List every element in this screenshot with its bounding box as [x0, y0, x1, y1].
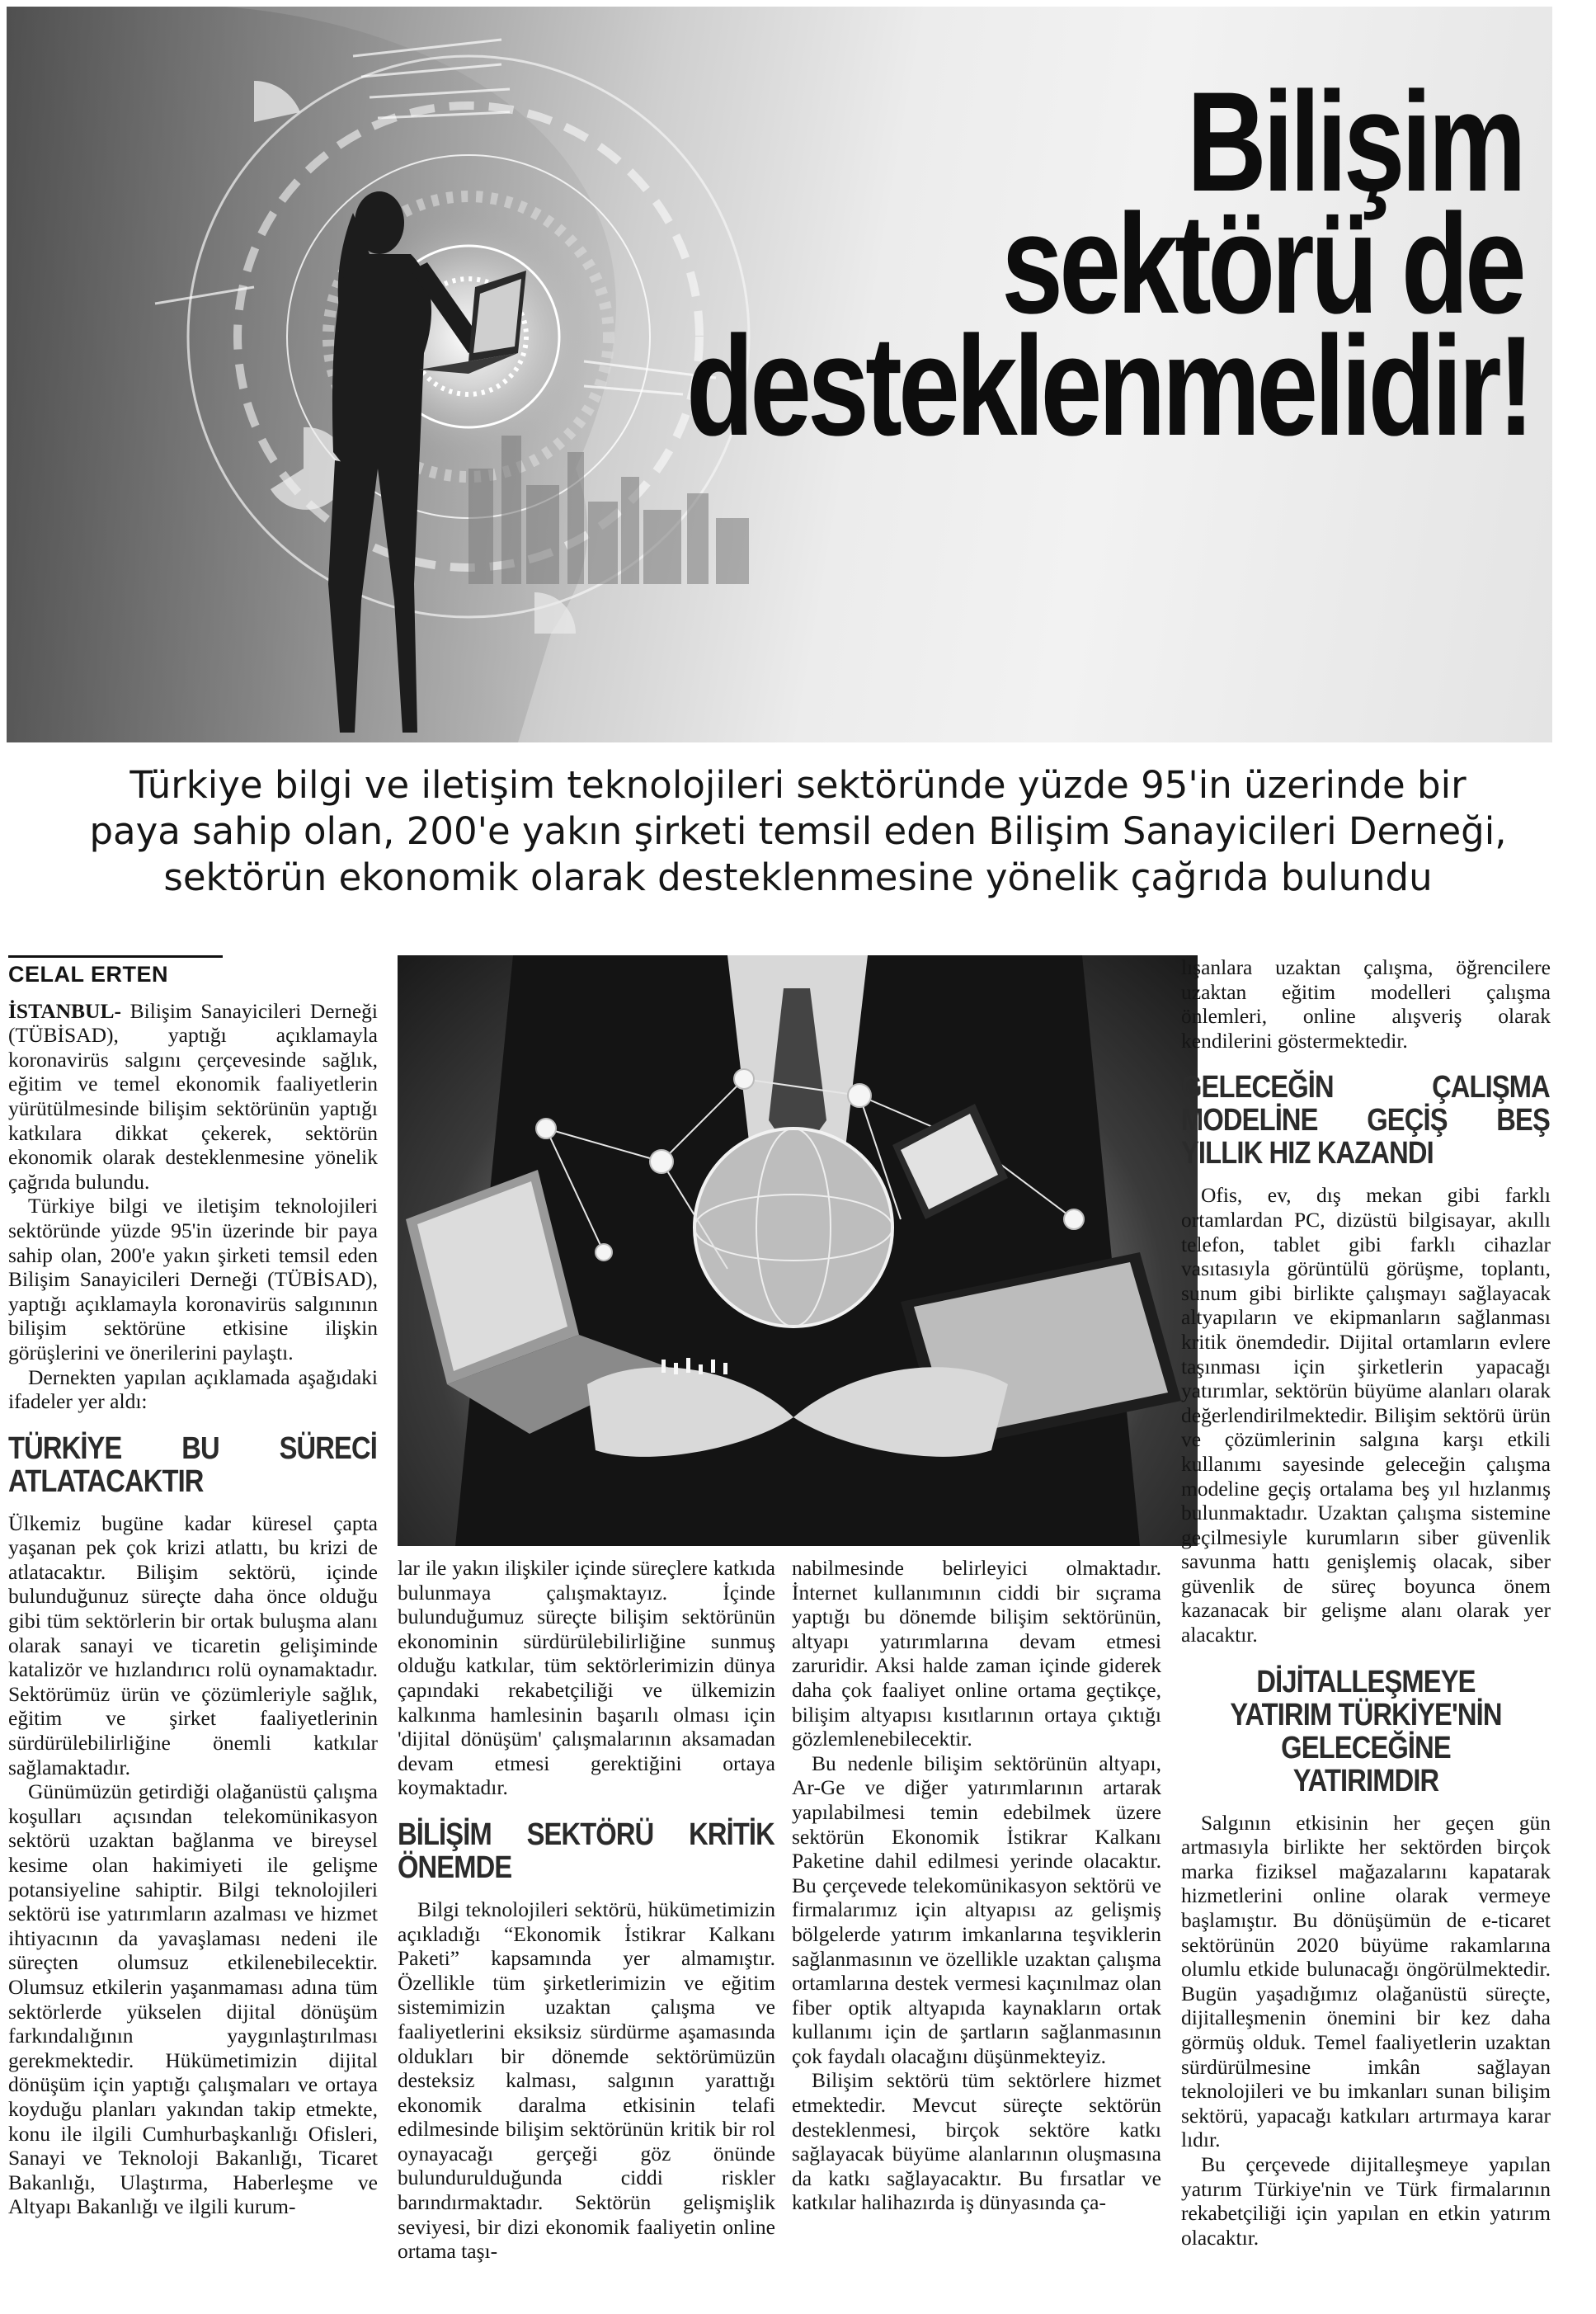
deck-line-3: sektörün ekonomik olarak desteklenmesine yönelik çağrıda bulundu: [163, 855, 1433, 899]
byline: CELAL ERTEN: [8, 955, 223, 987]
deck-line-1: Türkiye bilgi ve iletişim teknolojileri sektöründe yüzde 95'in üzerinde bir: [129, 763, 1467, 807]
column-1: [8, 955, 378, 2219]
column-2-paragraph-2: Bilgi teknolojileri sektörü, hükümetimizin açıkladığı “Ekonomik İstikrar Kalkanı Paketi” kapsamında yer almamıştır. Özellikle tüm şirketlerimizin ve eğitim sistemimizin uzaktan çalışma ve faaliyetlerini eksiksiz sürdürme aşamasında oldukları bir dönemde sektörümüzün desteksiz kalması, salgının yarattığı ekonomik daralma etkisinin telafi edilmesinde bilişim sektörünün kritik bir rol oynayacağı gerçeği göz önünde bulundurulduğunda ciddi riskler barındırmaktadır. Sektörün gelişmişlik seviyesi, bir dizi ekonomik faaliyetin online ortama taşı-: [398, 1897, 775, 2264]
column-1-paragraph-1-text: Bilişim Sanayicileri Derneği (TÜBİSAD), yaptığı açıklamayla koronavirüs salgını çerçevesinde sağlık, eğitim ve temel ekonomik faaliyetlerin yürütülmesinde bilişim sektörünün yaptığı katkılara dikkat çekerek, sektörün ekonomik olarak desteklenmesine yönelik çağrıda bulundu.: [8, 998, 378, 1194]
column-1-paragraph-3: Dernekten yapılan açıklamada aşağıdaki ifadeler yer aldı:: [8, 1364, 378, 1414]
column-2-paragraph-1: lar ile yakın ilişkiler içinde süreçlere katkıda bulunmaya çalışmaktayız. İçinde bulunduğumuz süreçte bilişim sektörünün ekonominin sürdürülebilirliğine sunmuş olduğu katkılar, tüm sektörlerimizin dünya çapındaki rekabetçiliği ve ülkemizin kalkınma hamlesinin başarılı olması için 'dijital dönüşüm' çalışmalarının aksamadan devam etmesi gerektiğini ortaya koymaktadır.: [398, 1556, 775, 1800]
column-4: [1181, 955, 1551, 2250]
column-2: [398, 1556, 775, 2264]
column-1-paragraph-2: Türkiye bilgi ve iletişim teknolojileri sektöründe yüzde 95'in üzerinde bir paya sahip olan, 200'e yakın şirketi temsil eden Bilişim Sanayicileri Derneği (TÜBİSAD), yaptığı açıklamayla koronavirüs salgınının bilişim sektörüne etkisine ilişkin görüşlerini ve önerilerini paylaştı.: [8, 1194, 378, 1364]
deck: [16, 762, 1580, 901]
dateline: İSTANBUL-: [8, 998, 121, 1023]
column-4-paragraph-2: Ofis, ev, dış mekan gibi farklı ortamlardan PC, dizüstü bilgisayar, akıllı telefon, tablet gibi farklı cihazlar vasıtasıyla görüntülü görüşme, toplantı, sunum gibi birlikte çalışmayı sağlayacak altyapıların ve ekipmanların sağlanması kritik önemdedir. Dijital ortamların evlere taşınması için şirketlerin yapacağı yatırımlar, sektörün büyüme alanları olarak değerlendirilmektedir. Bilişim sektörü ürün ve çözümlerinin salgına karşı etkili kullanımı sayesinde geleceğin çalışma modeline geçiş ortalama beş yıl hızlanmış bulunmaktadır. Uzaktan çalışma sistemine geçilmesiyle kurumların siber güvenlik savunma hattı genişlemiş olacak, siber güvenlik de süreç boyunca önem kazanacak bir gelişme alanı olarak yer alacaktır.: [1181, 1183, 1551, 1647]
deck-line-2: paya sahip olan, 200'e yakın şirketi temsil eden Bilişim Sanayicileri Derneği,: [89, 809, 1507, 853]
column-3-paragraph-3: Bilişim sektörü tüm sektörlere hizmet etmektedir. Mevcut süreçte sektörün desteklenmesi, birçok sektöre katkı sağlayacak büyüme alanlarının oluşmasına da katkı sağlayacaktır. Bu fırsatlar ve katkılar halihazırda iş dünyasında ça-: [792, 2068, 1161, 2215]
business-tech-photo: [398, 955, 1198, 1546]
headline-line-2: sektörü de: [1001, 185, 1523, 343]
subhead-turkiye: TÜRKİYE BU SÜRECİ ATLATACAKTIR: [8, 1430, 377, 1499]
subhead-dijital: DİJİTALLEŞMEYE YATIRIM TÜRKİYE'NİN GELECEĞİNE YATIRIMDIR: [1230, 1664, 1502, 1798]
headline-line-3: desteklenmelidir!: [686, 307, 1531, 465]
column-1-paragraph-4: Ülkemiz bugüne kadar küresel çapta yaşanan pek çok krizi atlattı, bu krizi de atlatacaktır. Bilişim sektörü, içinde bulunduğunuz süreçte daha önce olduğu gibi tüm sektörlerin bir ortak buluşma alanı olarak sanayi ve ticaretin gelişiminde katalizör ve hızlandırıcı rolü oynamaktadır. Sektörümüz ürün ve çözümleriyle sağlık, eğitim ve şirket faaliyetlerinin sürdürülebilirliğine önemli katkılar sağlamaktadır.: [8, 1510, 378, 1779]
column-4-paragraph-3: Salgının etkisinin her geçen gün artmasıyla birlikte her sektörden birçok marka fiziksel mağazalarını kapatarak hizmetlerini online olarak vermeye başlamıştır. Bu dönüşümün de e-ticaret sektörünün 2020 büyüme rakamlarına olumlu etkide bulunacağı öngörülmektedir. Bugün yaşadığımız olağanüstü süreçte, dijitalleşmenin önemini bir kez daha görmüş olduk. Temel faaliyetlerin uzaktan sürdürülmesine imkân sağlayan teknolojileri ve bu imkanları sunan bilişim sektörü, yapacağı katkıları artırmaya karar lıdır.: [1181, 1810, 1551, 2152]
hero-photo: [7, 7, 1552, 742]
column-1-paragraph-5: Günümüzün getirdiği olağanüstü çalışma koşulları açısından telekomünikasyon sektörü uzaktan bağlanma ve bireysel kesime olan hakimiyeti ile gelişme potansiyeline sahiptir. Bilgi teknolojileri sektörü ise yatırımların azalması ve hizmet ihtiyacının da yavaşlaması nedeni ile süreçten olumsuz etkilenebilecektir. Olumsuz etkilerin yaşanmaması adına tüm sektörlerde yükselen dijital dönüşüm farkındalığının yaygınlaştırılması gerekmektedir. Hükümetimizin dijital dönüşüm için yaptığı çalışmaları ve ortaya koyduğu planları yakından takip etmekte, konu ile ilgili Cumhurbaşkanlığı Ofisleri, Sanayi ve Teknoloji Bakanlığı, Ticaret Bakanlığı, Ulaştırma, Haberleşme ve Altyapı Bakanlığı ve ilgili kurum-: [8, 1779, 378, 2219]
photo-illustration: [398, 955, 1198, 1546]
subhead-bilisim: BİLİŞİM SEKTÖRÜ KRİTİK ÖNEMDE: [398, 1817, 774, 1885]
column-4-paragraph-1: lışanlara uzaktan çalışma, öğrencilere uzaktan eğitim modelleri çalışma önlemleri, online alışveriş olarak kendilerini göstermektedir.: [1181, 955, 1551, 1053]
column-3-paragraph-1: nabilmesinde belirleyici olmaktadır. İnternet kullanımının ciddi bir sıçrama yaptığı bu dönemde bilişim sektörünün, altyapı yatırımlarına devam etmesi zaruridir. Aksi halde zaman içinde giderek daha çok faaliyet online ortama geçtikçe, bilişim altyapısı kısıtlarının ortaya çıktığı gözlemlenebilecektir.: [792, 1556, 1161, 1751]
headline-line-1: Bilişim: [1186, 63, 1523, 221]
column-3: [792, 1556, 1161, 2215]
headline: [686, 63, 1531, 465]
column-1-paragraph-1: [8, 999, 378, 1195]
column-3-paragraph-2: Bu nedenle bilişim sektörünün altyapı, Ar-Ge ve diğer yatırımlarının artarak yapılabilmesi temin edebilmek üzere sektörün Ekonomik İstikrar Kalkanı Paketine dahil edilmesi yerinde olacaktır. Bu çerçevede telekomünikasyon sektörü ve firmalarımız için altyapısı az gelişmiş bölgelerde yatırım imkanlarına teşviklerin sağlanmasının ve özellikle uzaktan çalışma ortamlarına destek vermesi kaçınılmaz olan fiber optik altyapıda kaynakların ortak kullanımı için de şartların sağlanmasının çok faydalı olacağını düşünmekteyiz.: [792, 1751, 1161, 2068]
subhead-gelecegin: GELECEĞİN ÇALIŞMA MODELİNE GEÇİŞ BEŞ YILLIK HIZ KAZANDI: [1181, 1070, 1550, 1171]
column-4-paragraph-4: Bu çerçevede dijitalleşmeye yapılan yatırım Türkiye'nin ve Türk firmalarının rekabetçiliği için yapılan en etkin yatırım olacaktır.: [1181, 2151, 1551, 2250]
